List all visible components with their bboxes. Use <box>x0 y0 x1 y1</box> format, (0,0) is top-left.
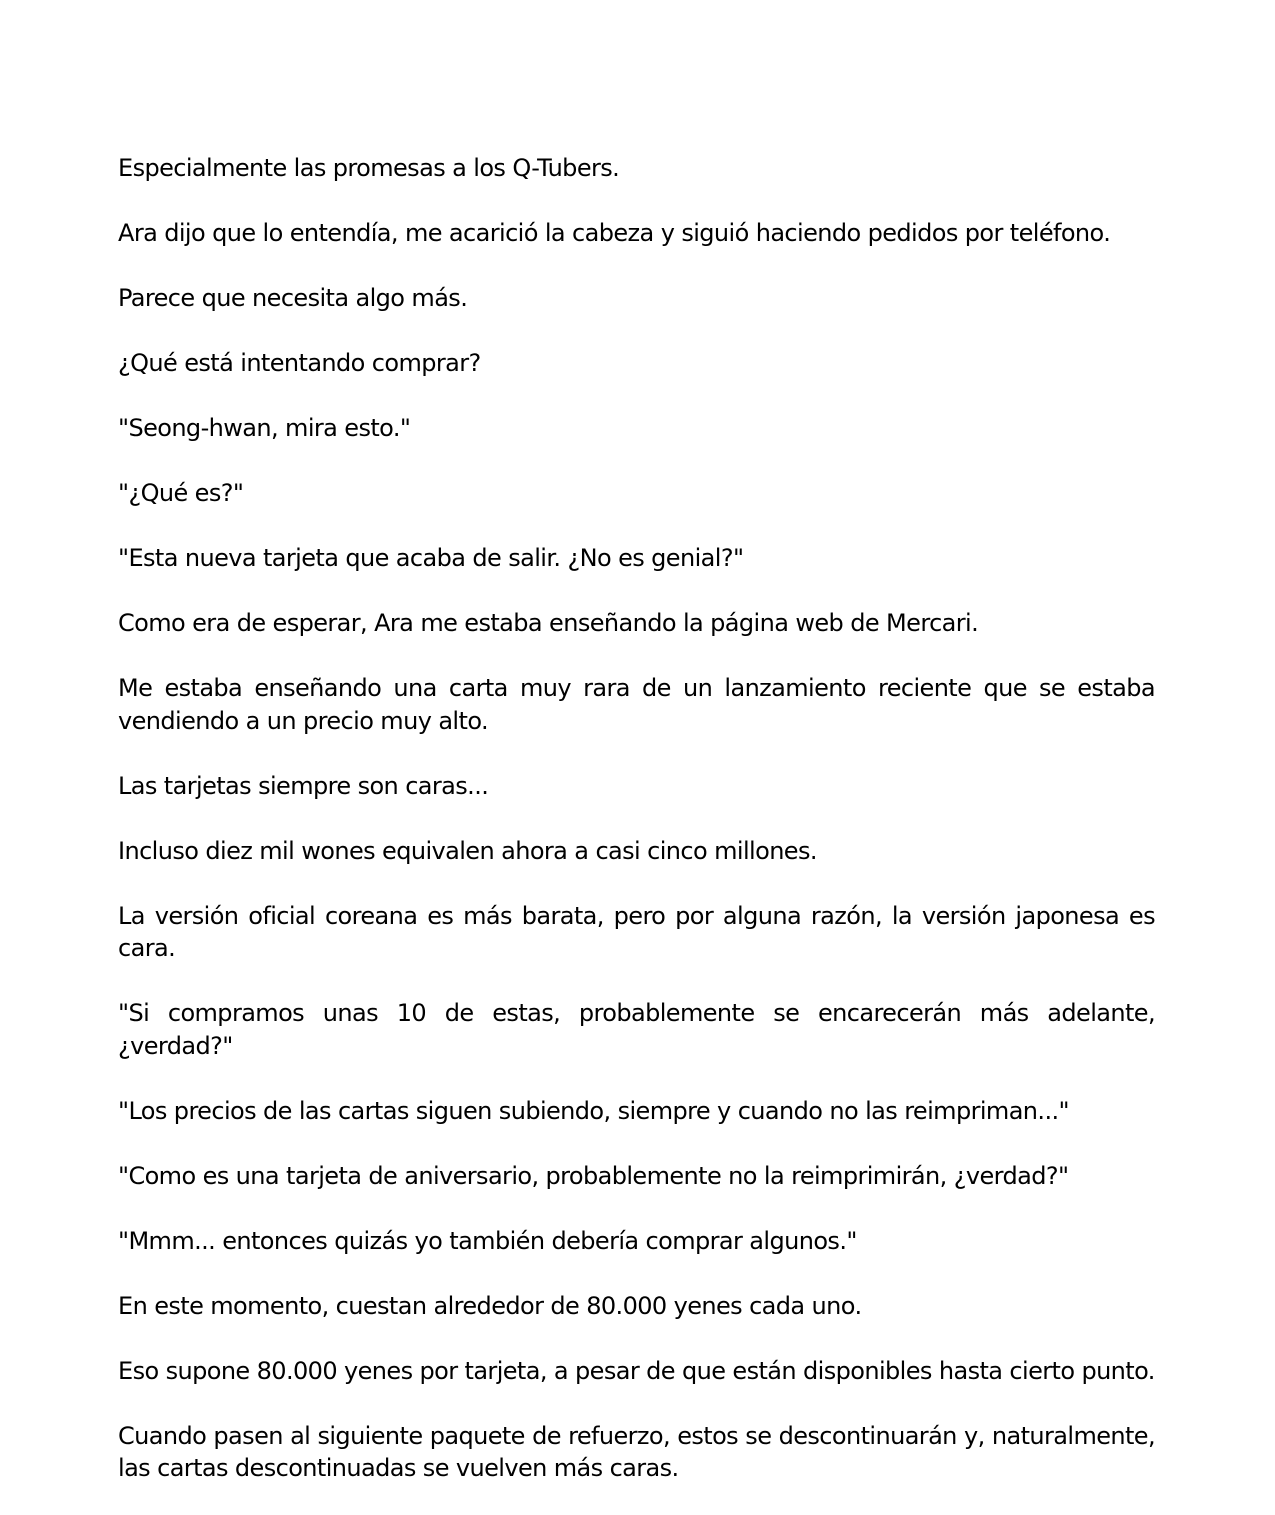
paragraph: "Mmm... entonces quizás yo también debería comprar algunos." <box>118 1226 857 1255</box>
paragraph: Especialmente las promesas a los Q-Tubers. <box>118 154 620 182</box>
paragraph: La versión oficial coreana es más barata, pero por alguna razón, la versión japonesa es cara. <box>118 901 1155 962</box>
paragraph: "Como es una tarjeta de aniversario, probablemente no la reimprimirán, ¿verdad?" <box>118 1161 1069 1190</box>
paragraph: Me estaba enseñando una carta muy rara de un lanzamiento reciente que se estaba vendiendo a un precio muy alto. <box>118 674 1155 735</box>
paragraph: Cuando pasen al siguiente paquete de refuerzo, estos se descontinuarán y, naturalmente, las cartas descontinuadas se vuelven más caras. <box>118 1421 1155 1482</box>
paragraph: "¿Qué es?" <box>118 479 244 507</box>
paragraph: ¿Qué está intentando comprar? <box>118 349 481 377</box>
paragraph: Las tarjetas siempre son caras... <box>118 771 489 800</box>
paragraph: Parece que necesita algo más. <box>118 284 468 312</box>
document-body <box>118 152 1155 1515</box>
paragraph: Eso supone 80.000 yenes por tarjeta, a pesar de que están disponibles hasta cierto punto. <box>118 1356 1155 1385</box>
paragraph: "Esta nueva tarjeta que acaba de salir. ¿No es genial?" <box>118 544 744 572</box>
paragraph: En este momento, cuestan alrededor de 80.000 yenes cada uno. <box>118 1291 862 1320</box>
paragraph: "Los precios de las cartas siguen subiendo, siempre y cuando no las reimpriman..." <box>118 1096 1069 1125</box>
paragraph: "Si compramos unas 10 de estas, probablemente se encarecerán más adelante, ¿verdad?" <box>118 999 1155 1060</box>
paragraph: Como era de esperar, Ara me estaba enseñando la página web de Mercari. <box>118 609 979 637</box>
paragraph: "Seong-hwan, mira esto." <box>118 414 411 442</box>
paragraph: Ara dijo que lo entendía, me acarició la cabeza y siguió haciendo pedidos por teléfono. <box>118 219 1111 247</box>
paragraph: Incluso diez mil wones equivalen ahora a casi cinco millones. <box>118 836 817 865</box>
